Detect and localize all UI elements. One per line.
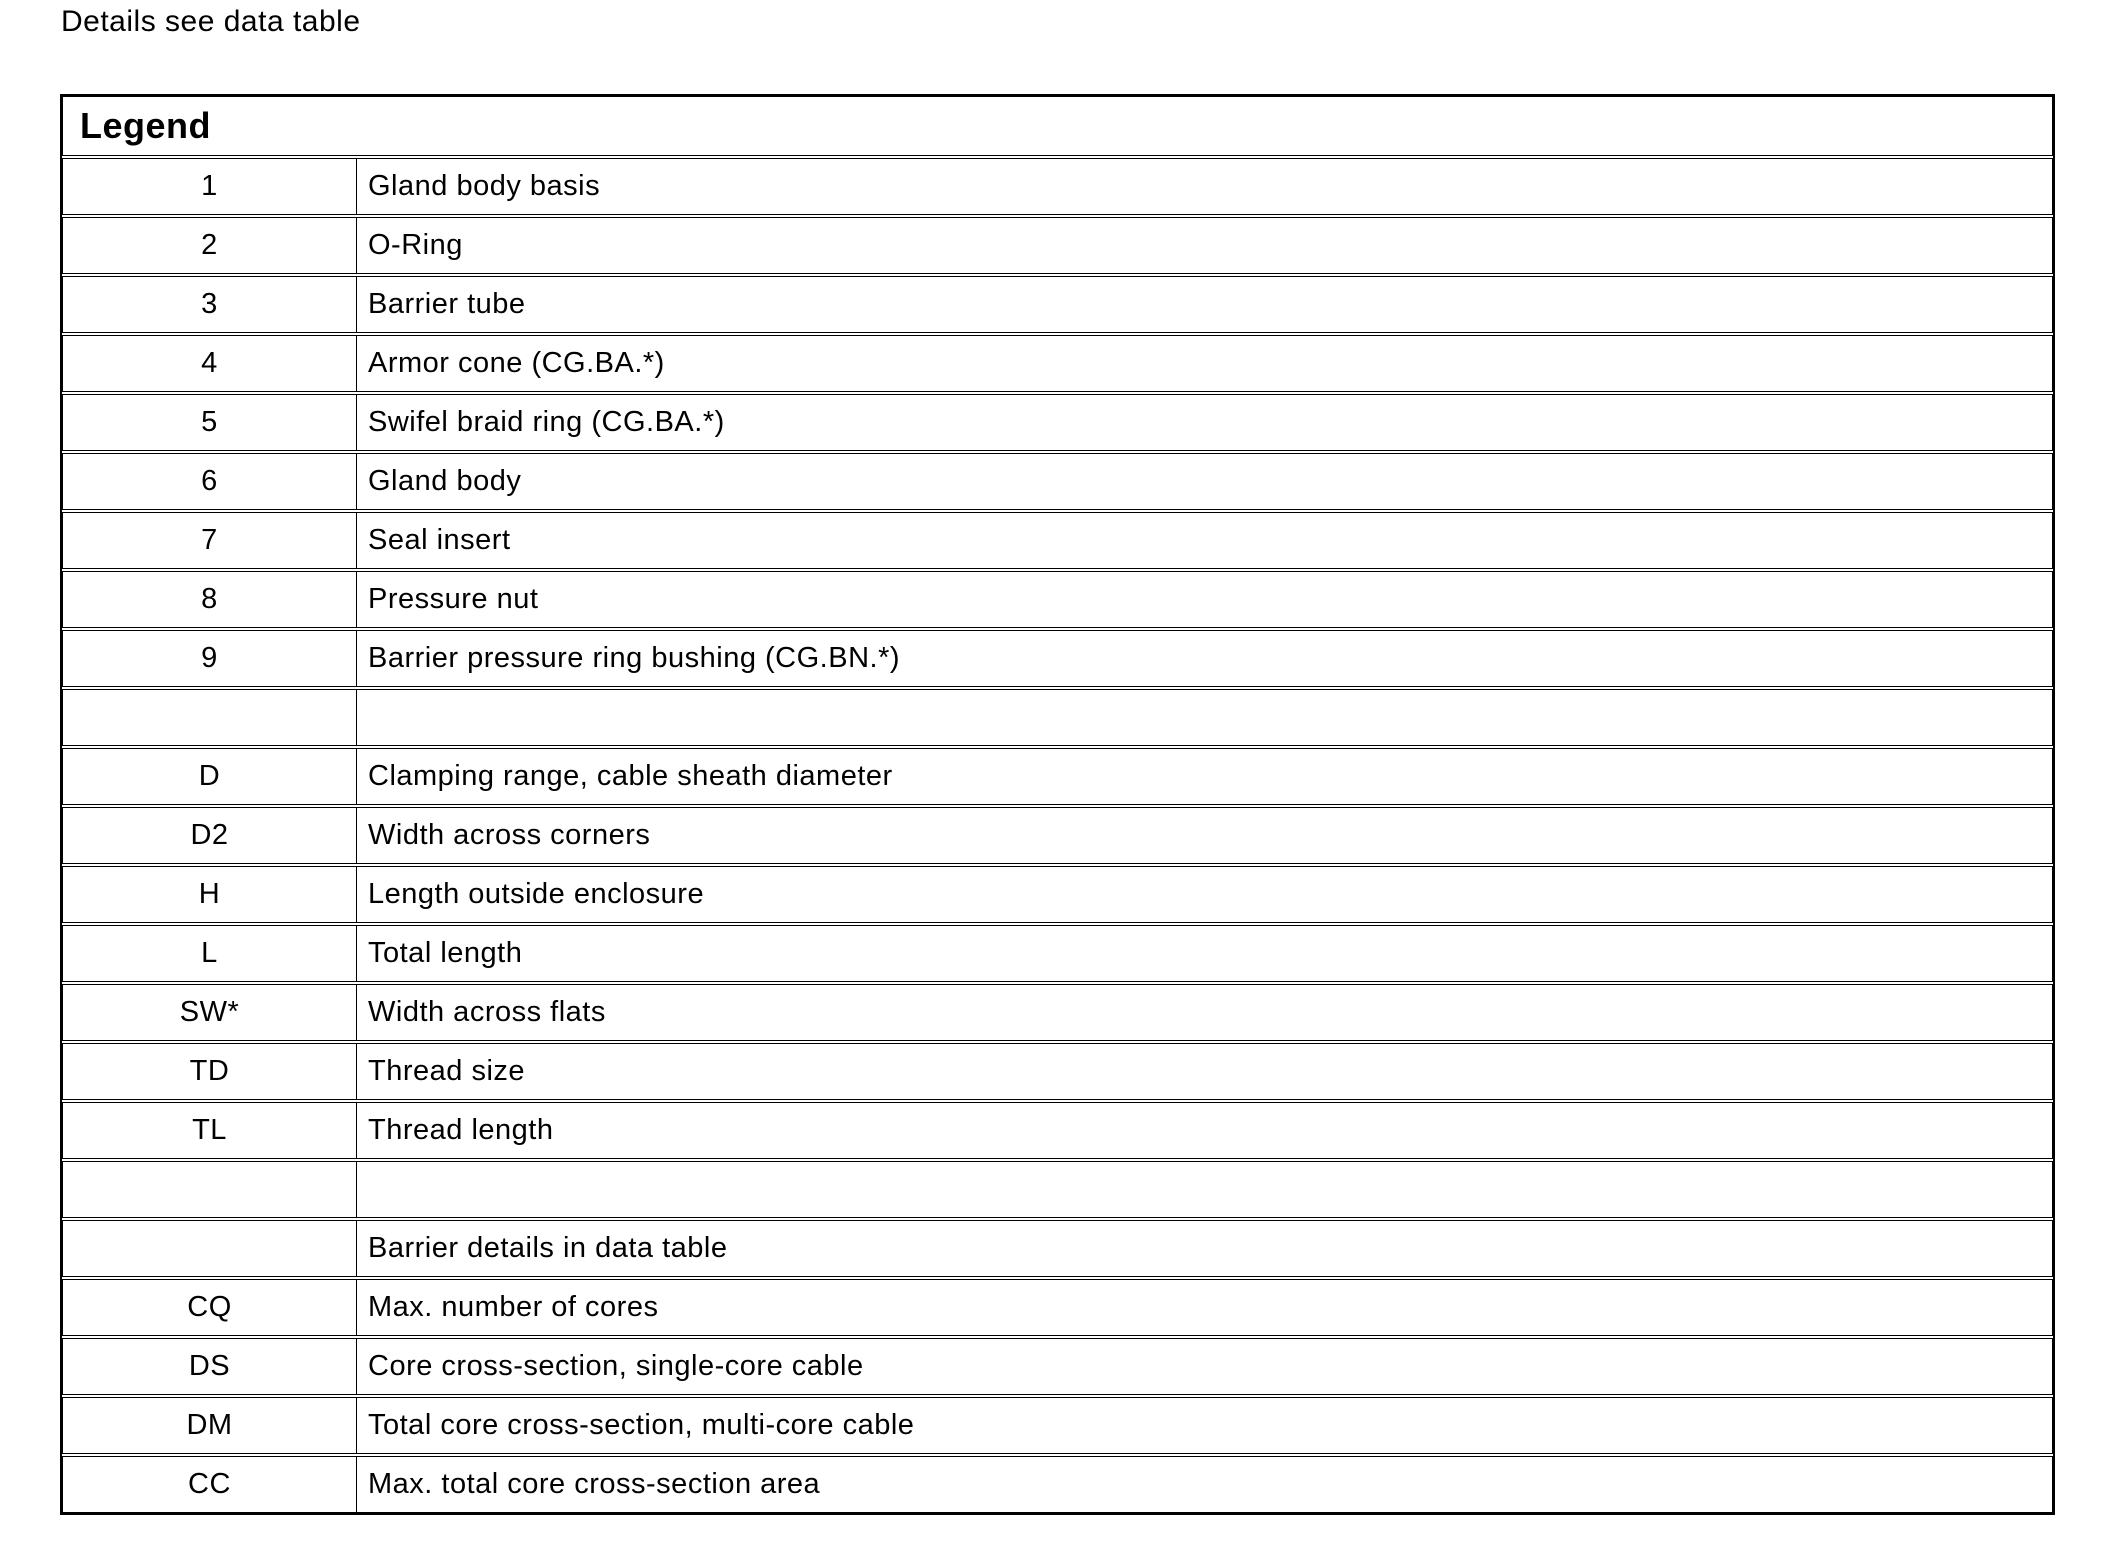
legend-row: [62, 1161, 2053, 1218]
legend-row-desc: Barrier details in data table: [368, 1232, 728, 1264]
legend-row: [62, 1220, 2053, 1277]
legend-row: [62, 807, 2053, 864]
legend-row: [62, 571, 2053, 628]
legend-row: [62, 512, 2053, 569]
legend-row: [62, 335, 2053, 392]
legend-row-desc: O-Ring: [368, 229, 463, 261]
legend-row-desc: Gland body basis: [368, 170, 601, 202]
legend-row-desc: Thread size: [368, 1055, 526, 1087]
legend-row: [62, 689, 2053, 746]
details-note: Details see data table: [61, 5, 361, 38]
legend-table-title: Legend: [80, 105, 212, 146]
legend-row: [62, 1397, 2053, 1454]
legend-row-desc: Total core cross-section, multi-core cable: [368, 1409, 915, 1441]
legend-row: [62, 1102, 2053, 1159]
legend-row: [62, 394, 2053, 451]
legend-row: [62, 925, 2053, 982]
legend-row-key: SW*: [63, 985, 357, 1040]
legend-row: [62, 1456, 2053, 1513]
legend-table: [60, 94, 2055, 1515]
legend-row-key: 5: [63, 395, 357, 450]
legend-row-key: TD: [63, 1044, 357, 1099]
legend-row-key: L: [63, 926, 357, 981]
legend-row-key: CQ: [63, 1280, 357, 1335]
legend-row-desc: Pressure nut: [368, 583, 539, 615]
legend-row-desc: Gland body: [368, 465, 522, 497]
legend-table-title-row: [62, 96, 2053, 156]
legend-row: [62, 453, 2053, 510]
legend-row-desc: Max. number of cores: [368, 1291, 659, 1323]
legend-row: [62, 276, 2053, 333]
legend-row: [62, 158, 2053, 215]
legend-row-desc: Barrier pressure ring bushing (CG.BN.*): [368, 642, 901, 674]
legend-row-desc: Max. total core cross-section area: [368, 1468, 821, 1500]
legend-row: [62, 1338, 2053, 1395]
legend-row-desc: Clamping range, cable sheath diameter: [368, 760, 893, 792]
legend-row-key: D: [63, 749, 357, 804]
legend-row: [62, 866, 2053, 923]
legend-row: [62, 984, 2053, 1041]
legend-row: [62, 748, 2053, 805]
legend-row-key: D2: [63, 808, 357, 863]
legend-row-desc: Total length: [368, 937, 523, 969]
legend-row-desc: [357, 1162, 2052, 1217]
legend-row-key: CC: [63, 1457, 357, 1512]
legend-row-key: 1: [63, 159, 357, 214]
legend-row-desc: Barrier tube: [368, 288, 526, 320]
legend-row-key: [63, 690, 357, 745]
legend-row: [62, 217, 2053, 274]
legend-row-key: DS: [63, 1339, 357, 1394]
legend-row-desc: Seal insert: [368, 524, 511, 556]
legend-row: [62, 630, 2053, 687]
legend-row-desc: Core cross-section, single-core cable: [368, 1350, 864, 1382]
legend-row-key: 9: [63, 631, 357, 686]
legend-row-desc: Armor cone (CG.BA.*): [368, 347, 665, 379]
legend-row-desc: Thread length: [368, 1114, 554, 1146]
legend-row-key: 8: [63, 572, 357, 627]
legend-row: [62, 1043, 2053, 1100]
legend-row-key: 7: [63, 513, 357, 568]
legend-row: [62, 1279, 2053, 1336]
legend-row-desc: Length outside enclosure: [368, 878, 705, 910]
legend-row-key: 2: [63, 218, 357, 273]
legend-row-key: 6: [63, 454, 357, 509]
legend-row-desc: [357, 690, 2052, 745]
legend-row-key: 3: [63, 277, 357, 332]
legend-row-desc: Swifel braid ring (CG.BA.*): [368, 406, 725, 438]
legend-row-desc: Width across flats: [368, 996, 606, 1028]
legend-row-desc: Width across corners: [368, 819, 651, 851]
legend-row-key: 4: [63, 336, 357, 391]
legend-row-key: TL: [63, 1103, 357, 1158]
legend-row-key: [63, 1221, 357, 1276]
legend-row-key: H: [63, 867, 357, 922]
legend-row-key: DM: [63, 1398, 357, 1453]
legend-row-key: [63, 1162, 357, 1217]
